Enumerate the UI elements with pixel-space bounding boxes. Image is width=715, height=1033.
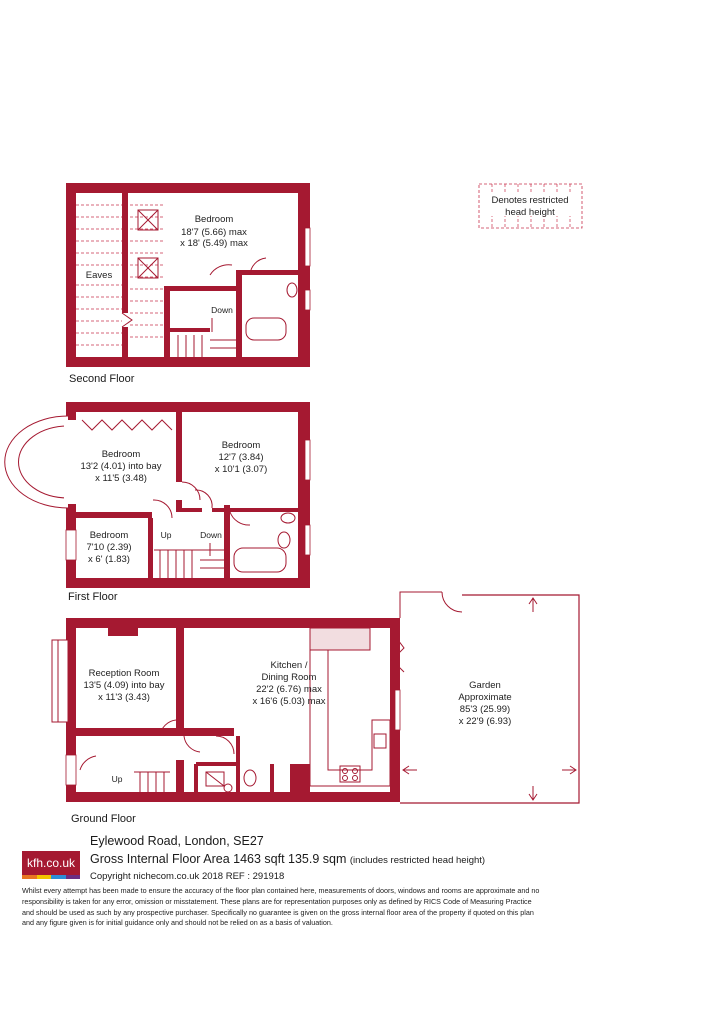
ground-stairs-label: Up	[111, 774, 123, 784]
copyright: Copyright nichecom.co.uk 2018 REF : 291918	[90, 871, 285, 882]
first-bedroom1-dim2: x 11'5 (3.48)	[95, 473, 147, 484]
first-bedroom3-dim2: x 6' (1.83)	[88, 554, 130, 565]
kitchen-name: Kitchen /	[270, 660, 308, 671]
ground-floor	[52, 592, 579, 825]
property-address: Eylewood Road, London, SE27	[90, 834, 264, 848]
kitchen-dim1: 22'2 (6.76) max	[256, 684, 322, 695]
second-floor	[66, 183, 310, 385]
first-bedroom2-name: Bedroom	[221, 440, 261, 451]
first-stairs-down: Down	[200, 530, 222, 540]
logo-color-bar	[22, 875, 80, 879]
reception-name: Reception Room	[88, 668, 160, 679]
garden-name: Garden	[469, 680, 501, 691]
second-stairs-label: Down	[211, 305, 233, 315]
legend	[479, 184, 582, 228]
garden-dim1: 85'3 (25.99)	[459, 704, 511, 715]
kfh-logo[interactable]	[22, 851, 80, 879]
first-bedroom3-name: Bedroom	[89, 530, 129, 541]
legend-text-2: head height	[505, 207, 555, 218]
first-bedroom3-dim1: 7'10 (2.39)	[86, 542, 132, 553]
kitchen-dim2: x 16'6 (5.03) max	[252, 696, 326, 707]
ground-floor-label: Ground Floor	[71, 813, 136, 825]
first-bedroom2-dim1: 12'7 (3.84)	[218, 452, 264, 463]
eaves-label: Eaves	[85, 270, 113, 281]
disclaimer: Whilst every attempt has been made to ensure the accuracy of the floor plan contained here, measurements of doors, windows and rooms are approximate and no responsibility is taken for any error, omission or misstatement. These plans are for representation purposes only as defined by RICS Code of Measuring Practice and should be used as such by any prospective purchaser. Specifically no guarantee is given on the gross internal floor area of the property if quoted on this plan and any figure given is for initial guidance only and should not be relied on as a basis of valuation.	[22, 886, 540, 928]
first-floor	[5, 402, 310, 603]
logo-text: kfh.co.uk	[26, 856, 76, 870]
first-stairs-up: Up	[160, 530, 172, 540]
second-bedroom-dim1: 18'7 (5.66) max	[181, 227, 247, 238]
first-bedroom1-dim1: 13'2 (4.01) into bay	[80, 461, 162, 472]
floor-area-value: Gross Internal Floor Area 1463 sqft 135.9 sqm	[90, 852, 347, 866]
second-floor-label: Second Floor	[69, 373, 135, 385]
first-bedroom1-name: Bedroom	[101, 449, 141, 460]
reception-dim2: x 11'3 (3.43)	[98, 692, 150, 703]
second-bedroom-name: Bedroom	[194, 214, 234, 225]
floor-area	[90, 852, 485, 866]
second-bedroom-dim2: x 18' (5.49) max	[180, 238, 248, 249]
floor-area-note: (includes restricted head height)	[349, 855, 486, 866]
garden-name2: Approximate	[458, 692, 512, 703]
kitchen-name2: Dining Room	[261, 672, 317, 683]
reception-dim1: 13'5 (4.09) into bay	[83, 680, 165, 691]
first-floor-label: First Floor	[68, 591, 118, 603]
first-bedroom2-dim2: x 10'1 (3.07)	[214, 464, 268, 475]
garden-dim2: x 22'9 (6.93)	[458, 716, 512, 727]
legend-text-1: Denotes restricted	[491, 195, 569, 206]
